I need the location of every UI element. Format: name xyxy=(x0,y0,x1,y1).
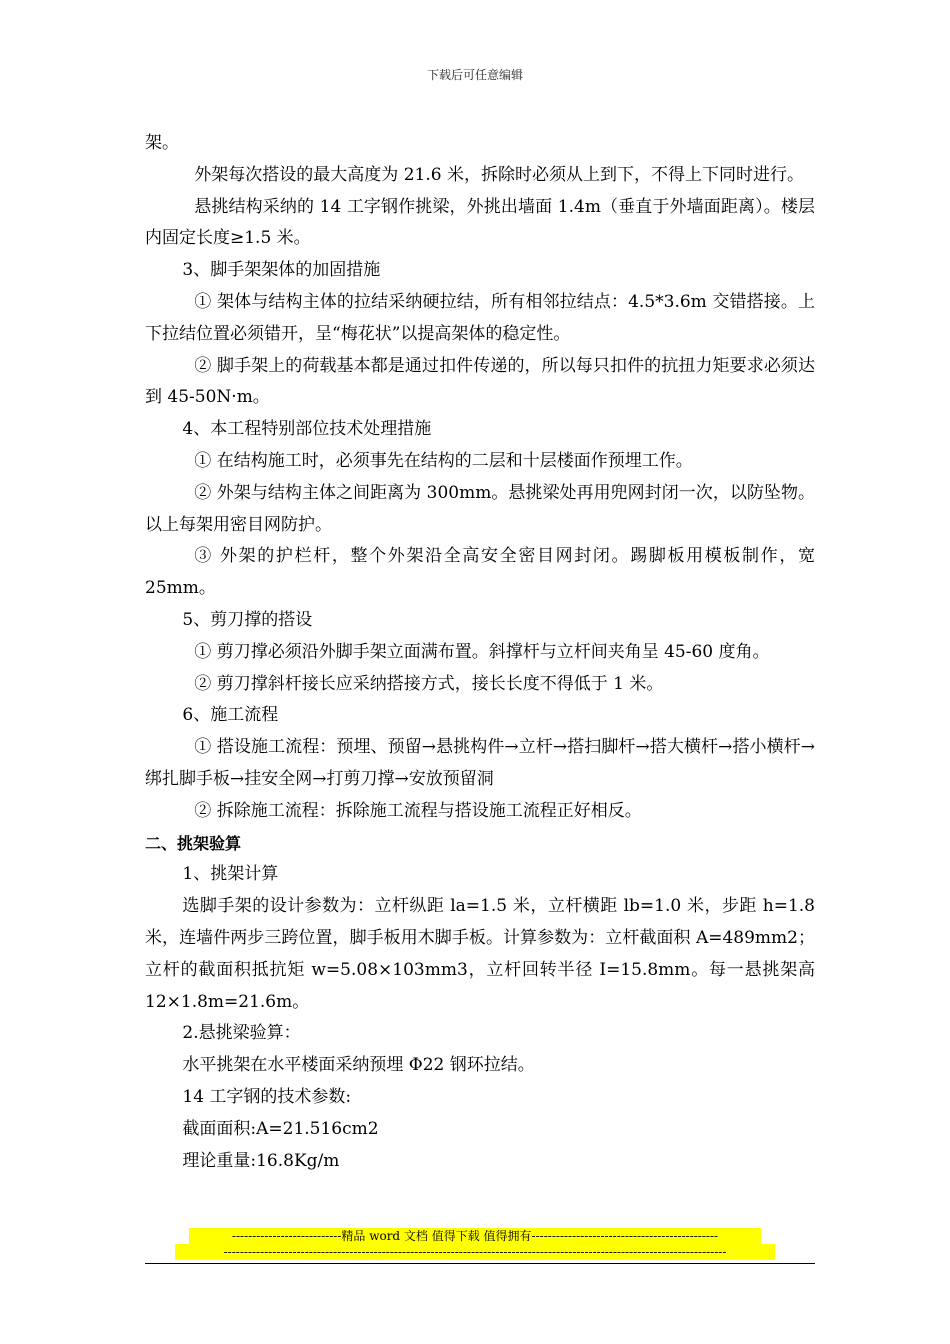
paragraph-continuation: 架。 xyxy=(145,133,179,153)
footer-highlight-2: ---------------------------------------------------------------------------------------------------------------------------- xyxy=(175,1244,775,1260)
section-heading-6: 6、施工流程 xyxy=(182,705,279,726)
list-item-4-3: ③ 外架的护栏杆，整个外架沿全高安全密目网封闭。踢脚板用模板制作，宽 25mm。 xyxy=(145,546,815,599)
paragraph-design-parameters: 选脚手架的设计参数为：立杆纵距 la=1.5 米，立杆横距 lb=1.0 米，步距 h=1.8 米，连墙件两步三跨位置，脚手板用木脚手板。计算参数为：立杆截面积 A=489mm2；立杆的截面积抵抗矩 w=5.08×103mm3，立杆回转半径 I=15.8mm。每一悬挑架高 12×1.8m=21.6m。 xyxy=(145,896,815,1012)
section-heading-5: 5、剪刀撑的搭设 xyxy=(182,609,313,630)
chapter-heading-2: 二、挑架验算 xyxy=(145,833,242,853)
list-item-3-2: ② 脚手架上的荷载基本都是通过扣件传递的，所以每只扣件的抗扭力矩要求必须达到 45-50N·m。 xyxy=(145,355,815,408)
paragraph-steel-params: 14 工字钢的技术参数: xyxy=(182,1086,352,1107)
document-body xyxy=(145,128,815,1177)
section-heading-4: 4、本工程特别部位技术处理措施 xyxy=(182,419,432,440)
section-heading-3: 3、脚手架架体的加固措施 xyxy=(182,260,381,281)
page-header: 下载后可任意编辑 xyxy=(426,68,523,82)
paragraph-section-area: 截面面积:A=21.516cm2 xyxy=(182,1118,379,1139)
list-item-6-2: ② 拆除施工流程：拆除施工流程与搭设施工流程正好相反。 xyxy=(194,800,642,821)
paragraph-theoretical-weight: 理论重量:16.8Kg/m xyxy=(182,1150,340,1171)
paragraph-max-height: 外架每次搭设的最大高度为 21.6 米，拆除时必须从上到下，不得上下同时进行。 xyxy=(194,164,804,185)
subsection-heading-1: 1、挑架计算 xyxy=(182,864,279,885)
footer-highlight-1: ---------------------------精品 word 文档 值得下载 值得拥有---------------------------------------------- xyxy=(189,1228,761,1244)
paragraph-cantilever: 悬挑结构采纳的 14 工字钢作挑梁，外挑出墙面 1.4m（垂直于外墙面距离）。楼层内固定长度≥1.5 米。 xyxy=(145,196,815,249)
list-item-5-2: ② 剪刀撑斜杆接长应采纳搭接方式，接长长度不得低于 1 米。 xyxy=(194,673,664,694)
list-item-6-1: ① 搭设施工流程：预埋、预留→悬挑构件→立杆→搭扫脚杆→搭大横杆→搭小横杆→绑扎脚手板→挂安全网→打剪刀撑→安放预留洞 xyxy=(145,737,815,789)
list-item-3-1: ① 架体与结构主体的拉结采纳硬拉结，所有相邻拉结点：4.5*3.6m 交错搭接。上下拉结位置必须错开，呈“梅花状”以提高架体的稳定性。 xyxy=(145,291,815,344)
footer-divider xyxy=(145,1263,815,1264)
list-item-4-1: ① 在结构施工时，必须事先在结构的二层和十层楼面作预埋工作。 xyxy=(194,450,693,471)
footer-banner-line-2 xyxy=(0,1244,950,1264)
subsection-heading-2: 2.悬挑梁验算： xyxy=(182,1023,301,1044)
paragraph-horizontal-tie: 水平挑架在水平楼面采纳预埋 Φ22 钢环拉结。 xyxy=(182,1055,535,1076)
list-item-4-2: ② 外架与结构主体之间距离为 300mm。悬挑梁处再用兜网封闭一次，以防坠物。以上每架用密目网防护。 xyxy=(145,482,815,535)
list-item-5-1: ① 剪刀撑必须沿外脚手架立面满布置。斜撑杆与立杆间夹角呈 45-60 度角。 xyxy=(194,641,770,662)
